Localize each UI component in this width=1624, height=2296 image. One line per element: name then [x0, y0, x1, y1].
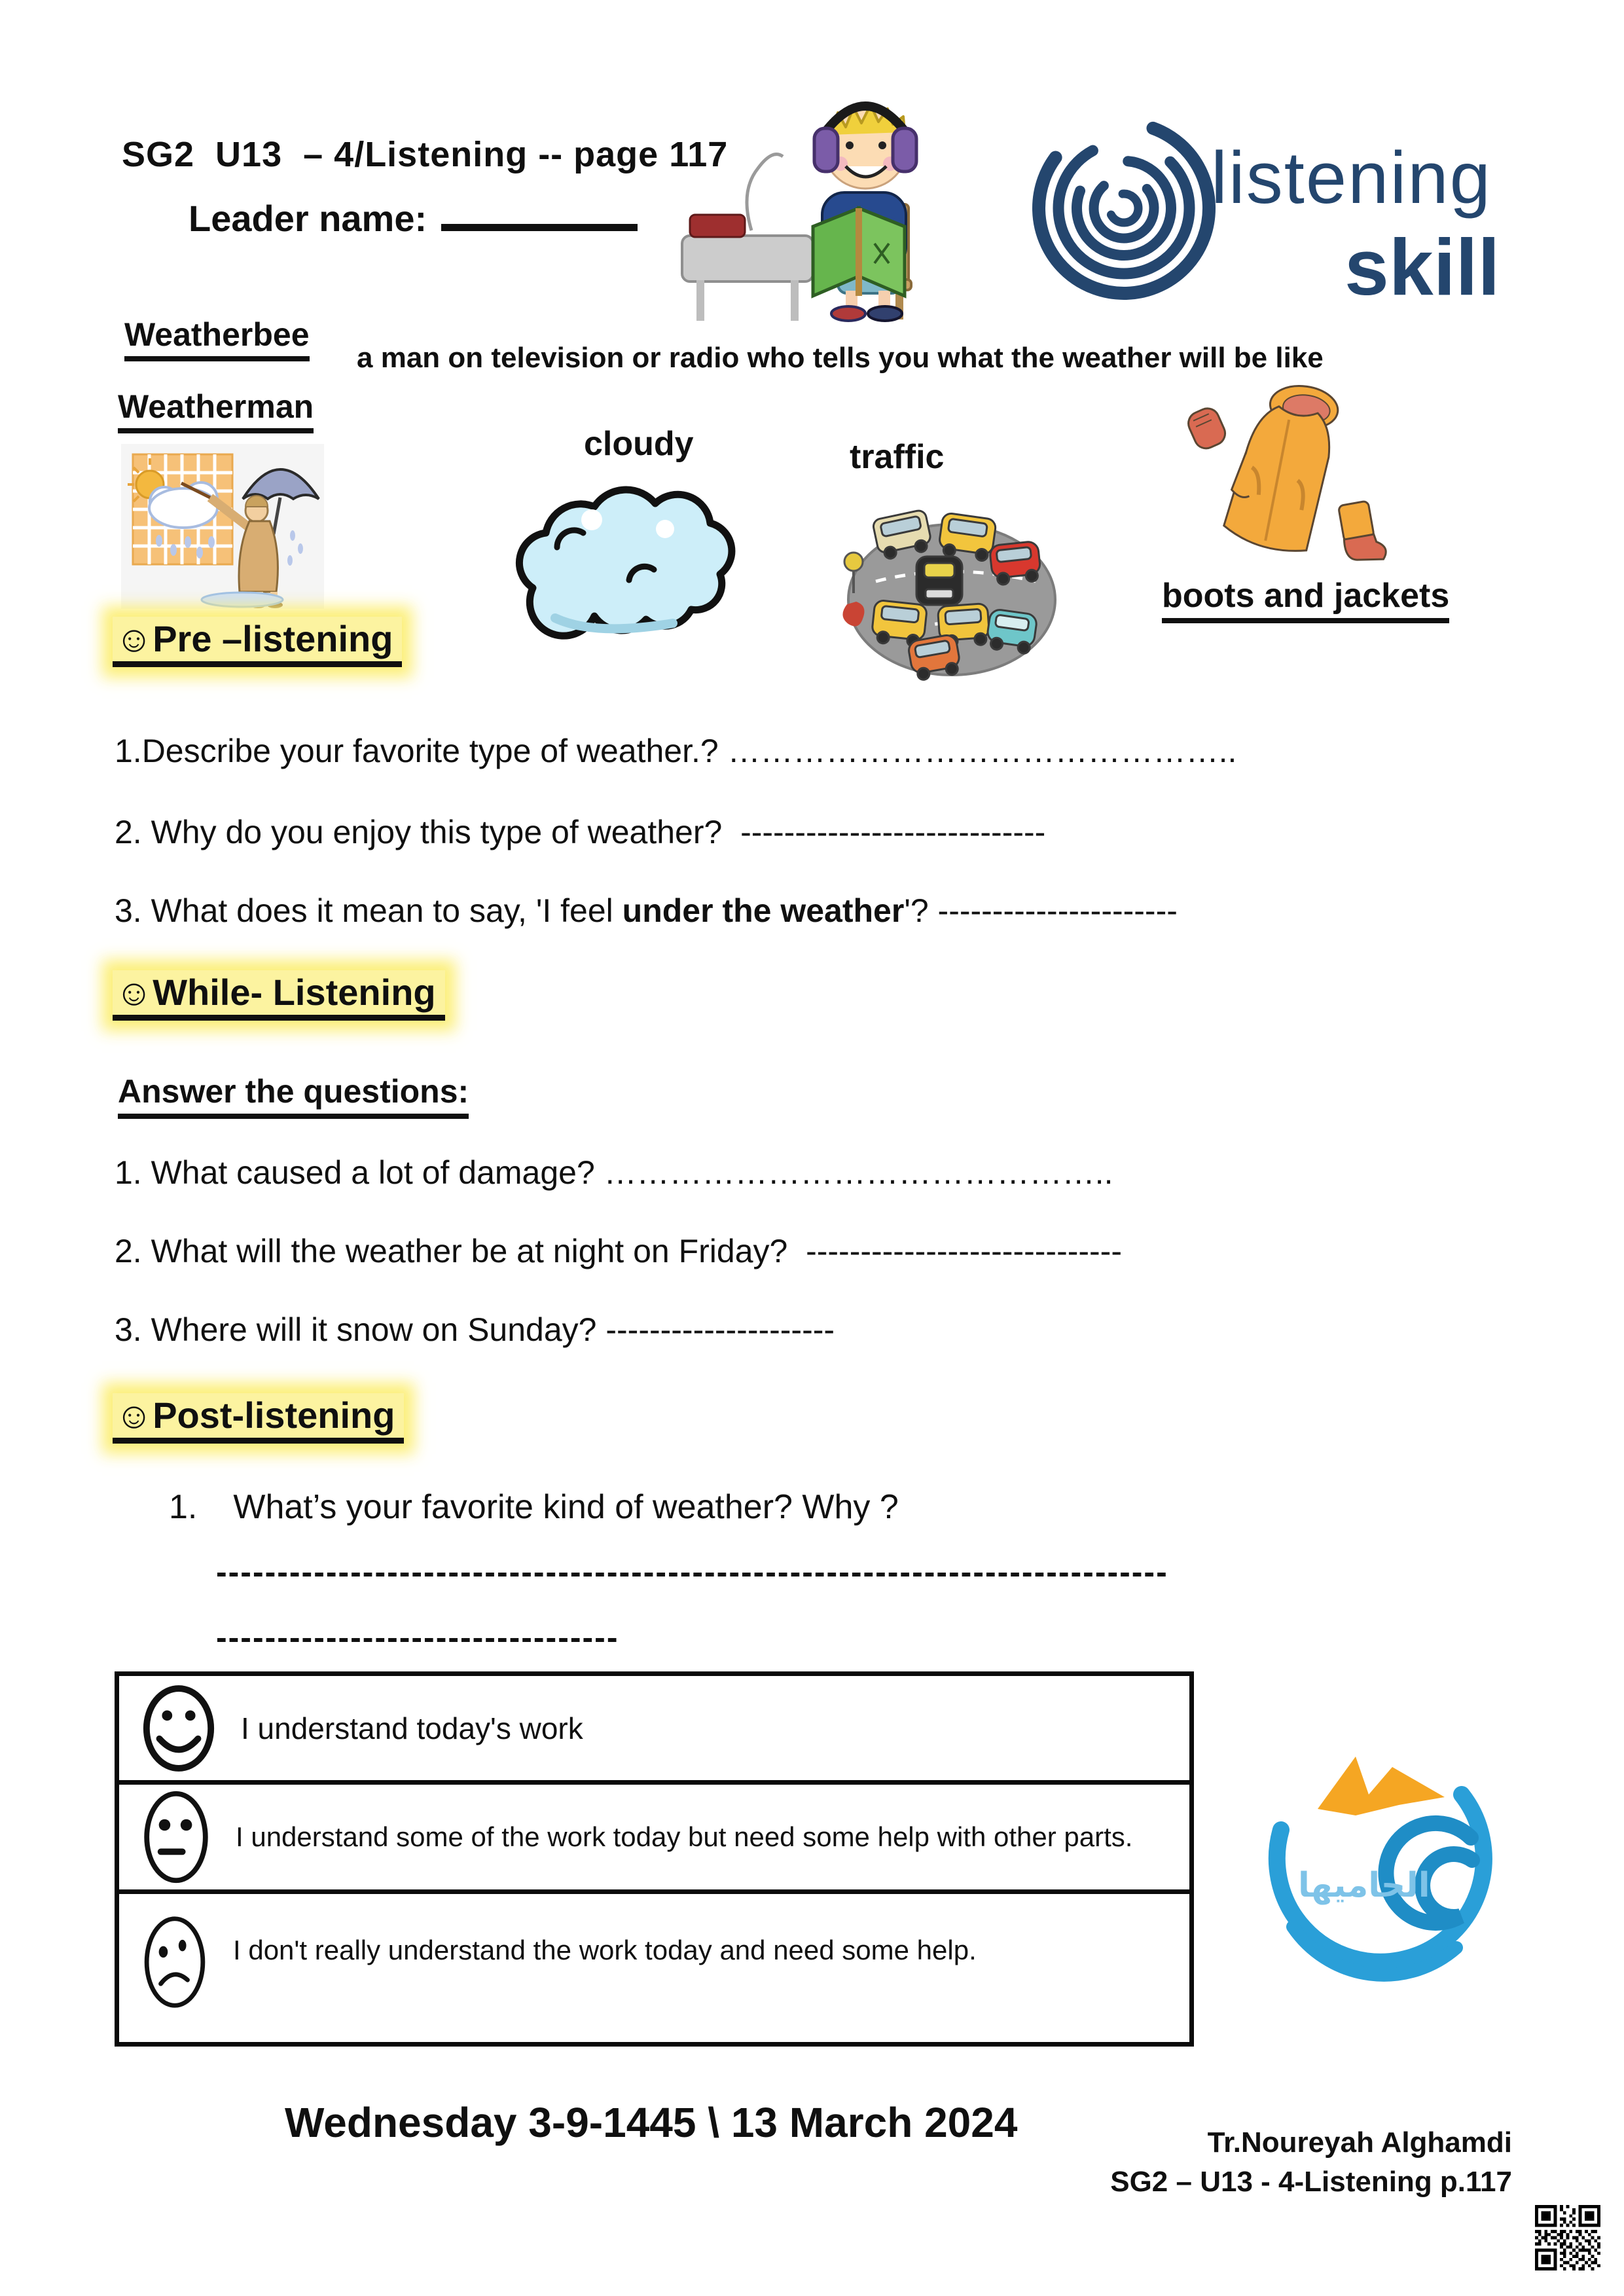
idiom-bold-text: under the weather	[622, 892, 905, 929]
leader-name-blank	[441, 195, 638, 231]
table-row	[119, 1894, 1189, 2042]
vocab-word-weatherbee: Weatherbee	[124, 316, 310, 361]
teacher-name: Tr.Noureyah Alghamdi	[1207, 2126, 1512, 2159]
weatherman-illustration	[121, 444, 324, 609]
qr-code	[1535, 2205, 1600, 2270]
neutral-face-icon	[140, 1788, 212, 1886]
table-row	[119, 1676, 1189, 1785]
self-assessment-table	[115, 1671, 1194, 2047]
logo-word-listening: listening	[1211, 137, 1492, 219]
vocab-word-weatherman: Weatherman	[118, 388, 314, 433]
boy-listening-illustration	[674, 80, 949, 323]
pre-question-3: 3. What does it mean to say, 'I feel under the weather'? ----------------------	[115, 892, 1178, 929]
while-listening-heading: ☺While- Listening	[113, 970, 445, 1021]
school-logo-arabic-text: الحاميها	[1298, 1866, 1430, 1905]
while-question-2: 2. What will the weather be at night on Friday? -----------------------------	[115, 1233, 1122, 1269]
smiley-icon: ☺	[115, 1394, 153, 1436]
answer-questions-subheading: Answer the questions:	[118, 1072, 469, 1119]
happy-face-icon	[140, 1682, 217, 1775]
listening-skill-logo	[1022, 98, 1546, 308]
label-boots-and-jackets: boots and jackets	[1162, 576, 1449, 623]
page-title: SG2 U13 – 4/Listening -- page 117	[122, 135, 729, 174]
label-traffic: traffic	[850, 438, 945, 476]
table-row-label: I don't really understand the work today and need some help.	[233, 1935, 977, 1965]
leader-name-label: Leader name:	[189, 198, 427, 239]
jacket-boots-illustration	[1178, 374, 1388, 571]
answer-line-2: ---------------------------------	[216, 1619, 619, 1656]
post-listening-heading: ☺Post-listening	[113, 1393, 404, 1444]
leader-name-row	[189, 195, 638, 240]
table-row-label: I understand some of the work today but need some help with other parts.	[236, 1821, 1133, 1852]
answer-line-1: ------------------------------------------------------------------------------	[216, 1554, 1168, 1590]
pre-question-2: 2. Why do you enjoy this type of weather? ----------------------------	[115, 814, 1046, 850]
smiley-icon: ☺	[115, 618, 153, 659]
smiley-icon: ☺	[115, 972, 153, 1013]
while-question-3: 3. Where will it snow on Sunday? ---------------------	[115, 1311, 835, 1348]
table-row-label: I understand today's work	[241, 1711, 583, 1745]
vocab-definition: a man on television or radio who tells you what the weather will be like	[357, 342, 1324, 374]
pre-listening-heading: ☺Pre –listening	[113, 617, 402, 667]
sad-face-icon	[140, 1912, 209, 2012]
table-row	[119, 1785, 1189, 1894]
post-question-1: 1. What’s your favorite kind of weather? Why ?	[169, 1488, 899, 1526]
label-cloudy: cloudy	[584, 425, 694, 463]
course-reference: SG2 – U13 - 4-Listening p.117	[1110, 2166, 1512, 2198]
traffic-illustration	[839, 483, 1065, 683]
date-line: Wednesday 3-9-1445 \ 13 March 2024	[285, 2099, 1018, 2146]
school-logo	[1240, 1732, 1522, 2003]
while-question-1: 1. What caused a lot of damage? ………………………………………..	[115, 1154, 1113, 1191]
cloud-illustration	[495, 469, 763, 659]
logo-word-skill: skill	[1344, 223, 1500, 308]
pre-question-1: 1.Describe your favorite type of weather.? ………………………………………..	[115, 733, 1237, 769]
